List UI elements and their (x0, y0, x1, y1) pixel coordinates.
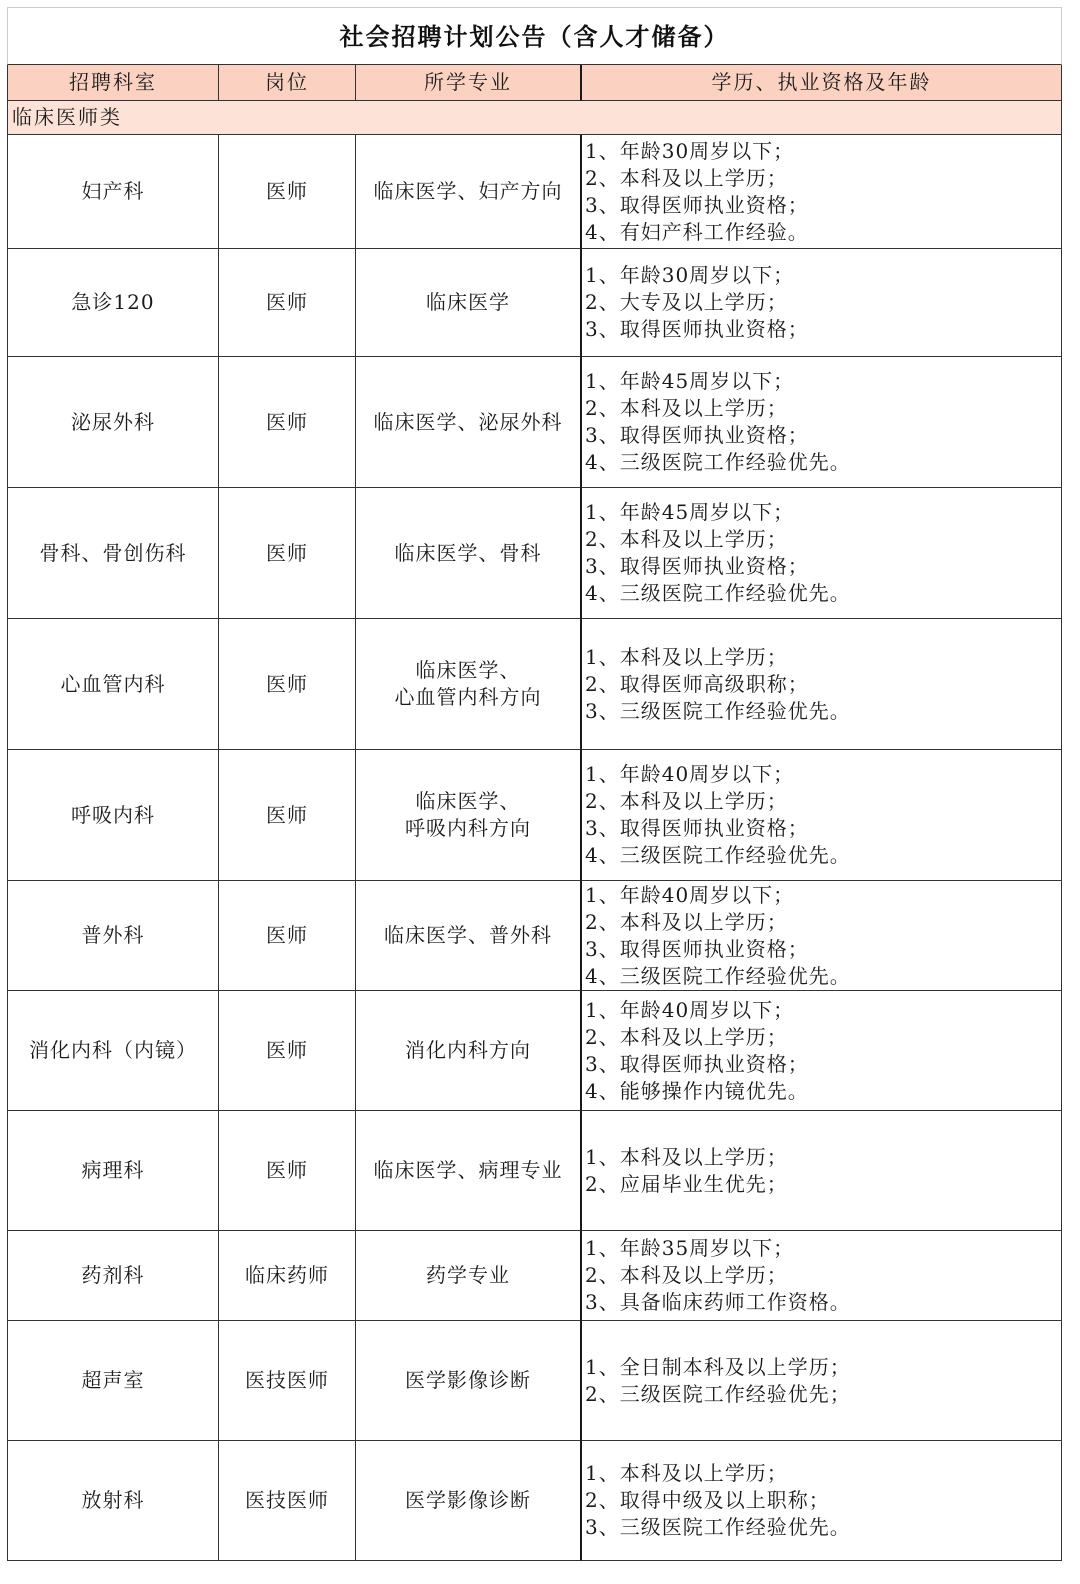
requirement-line: 2、大专及以上学历； (585, 290, 788, 314)
header-major (356, 65, 582, 101)
position-label: 医师 (266, 409, 308, 434)
header-dept-label: 招聘科室 (69, 70, 157, 94)
requirement-line: 2、本科及以上学历； (585, 527, 788, 551)
dept-label: 超声室 (81, 1368, 145, 1392)
page-title-text: 社会招聘计划公告（含人才储备） (339, 21, 730, 51)
dept-cell (7, 135, 219, 249)
dept-cell (7, 1231, 219, 1321)
requirement-line: 2、三级医院工作经验优先； (585, 1381, 851, 1406)
position-cell (219, 1231, 356, 1321)
requirements-cell (582, 881, 1062, 991)
position-label: 医师 (266, 290, 308, 314)
position-cell (219, 357, 356, 488)
major-cell (356, 619, 582, 750)
dept-label: 普外科 (81, 923, 145, 947)
requirement-line: 4、有妇产科工作经验。 (585, 219, 809, 244)
major-line: 临床医学、普外科 (384, 923, 552, 947)
requirement-line: 2、本科及以上学历； (585, 909, 788, 934)
dept-cell (7, 1441, 219, 1561)
requirement-line: 1、本科及以上学历； (585, 644, 788, 669)
requirement-line: 3、取得医师执业资格； (585, 554, 809, 578)
major-line: 临床医学 (426, 290, 510, 314)
requirement-line: 1、年龄40周岁以下； (585, 882, 795, 907)
major-line: 临床医学、泌尿外科 (373, 409, 563, 434)
requirement-line: 4、三级医院工作经验优先。 (585, 843, 851, 867)
major-line: 药学专业 (426, 1263, 510, 1287)
dept-cell (7, 488, 219, 619)
header-position (219, 65, 356, 101)
requirement-line: 3、取得医师执业资格； (585, 317, 809, 341)
header-requirements-label: 学历、执业资格及年龄 (711, 70, 932, 94)
major-line: 临床医学、 (415, 658, 521, 682)
requirements-cell (582, 1231, 1062, 1321)
major-line: 临床医学、病理专业 (373, 1158, 563, 1182)
requirements-cell (582, 619, 1062, 750)
header-dept (7, 65, 219, 101)
requirements-cell (582, 488, 1062, 619)
requirement-line: 3、取得医师执业资格； (585, 192, 809, 217)
major-line: 呼吸内科方向 (405, 816, 531, 840)
requirement-line: 4、三级医院工作经验优先。 (585, 450, 851, 474)
position-cell (219, 619, 356, 750)
dept-cell (7, 750, 219, 881)
dept-label: 放射科 (81, 1488, 145, 1512)
dept-cell (7, 249, 219, 357)
requirement-line: 3、取得医师执业资格； (585, 423, 809, 447)
major-cell (356, 249, 582, 357)
recruitment-table (7, 7, 1062, 1561)
requirement-line: 2、本科及以上学历； (585, 1024, 788, 1049)
page-title (7, 7, 1062, 65)
requirement-line: 1、年龄35周岁以下； (585, 1236, 795, 1260)
position-label: 医技医师 (245, 1488, 329, 1512)
requirements-cell (582, 750, 1062, 881)
requirement-line: 1、年龄45周岁以下； (585, 369, 795, 393)
major-line: 医学影像诊断 (405, 1368, 531, 1392)
major-cell (356, 881, 582, 991)
dept-cell (7, 881, 219, 991)
position-cell (219, 1441, 356, 1561)
major-line: 医学影像诊断 (405, 1488, 531, 1512)
requirement-line: 1、年龄30周岁以下； (585, 138, 795, 163)
requirement-line: 2、取得中级及以上职称； (585, 1488, 830, 1512)
section-row (7, 101, 1062, 135)
major-cell (356, 1231, 582, 1321)
requirement-line: 3、取得医师执业资格； (585, 816, 809, 840)
dept-label: 药剂科 (81, 1263, 145, 1287)
position-label: 医师 (266, 179, 308, 203)
requirement-line: 4、三级医院工作经验优先。 (585, 963, 851, 988)
major-cell (356, 1111, 582, 1231)
requirement-line: 1、本科及以上学历； (585, 1144, 788, 1169)
dept-cell (7, 991, 219, 1111)
requirement-line: 2、本科及以上学历； (585, 396, 788, 420)
requirement-line: 2、本科及以上学历； (585, 789, 788, 813)
dept-cell (7, 1111, 219, 1231)
position-cell (219, 881, 356, 991)
requirement-line: 1、年龄30周岁以下； (585, 263, 795, 287)
dept-label: 心血管内科 (60, 671, 166, 696)
dept-label: 消化内科（内镜） (29, 1038, 197, 1062)
header-requirements (582, 65, 1062, 101)
requirement-line: 4、能够操作内镜优先。 (585, 1078, 809, 1103)
header-position-label: 岗位 (265, 70, 309, 94)
requirements-cell (582, 249, 1062, 357)
position-cell (219, 750, 356, 881)
major-cell (356, 135, 582, 249)
dept-cell (7, 619, 219, 750)
requirement-line: 1、年龄40周岁以下； (585, 997, 795, 1022)
dept-cell (7, 357, 219, 488)
requirement-line: 4、三级医院工作经验优先。 (585, 581, 851, 605)
requirement-line: 1、全日制本科及以上学历； (585, 1354, 851, 1379)
dept-label: 呼吸内科 (71, 802, 155, 827)
major-cell (356, 750, 582, 881)
major-line: 临床医学、 (415, 789, 521, 813)
major-cell (356, 488, 582, 619)
position-label: 医师 (266, 1158, 308, 1182)
requirement-line: 3、三级医院工作经验优先。 (585, 698, 851, 723)
requirement-line: 2、本科及以上学历； (585, 1263, 788, 1287)
major-line: 临床医学、妇产方向 (373, 179, 563, 203)
major-cell (356, 357, 582, 488)
major-line: 心血管内科方向 (394, 685, 542, 709)
requirement-line: 3、取得医师执业资格； (585, 1051, 809, 1076)
requirement-line: 1、年龄40周岁以下； (585, 762, 795, 786)
requirements-cell (582, 1321, 1062, 1441)
position-cell (219, 488, 356, 619)
requirement-line: 3、三级医院工作经验优先。 (585, 1515, 851, 1539)
position-label: 医技医师 (245, 1368, 329, 1392)
major-line: 消化内科方向 (405, 1038, 531, 1062)
requirement-line: 3、具备临床药师工作资格。 (585, 1290, 851, 1314)
dept-label: 泌尿外科 (71, 409, 155, 434)
section-label: 临床医师类 (12, 105, 122, 129)
position-label: 医师 (266, 802, 308, 827)
position-label: 医师 (266, 671, 308, 696)
requirements-cell (582, 357, 1062, 488)
position-label: 医师 (266, 923, 308, 947)
requirements-cell (582, 1111, 1062, 1231)
requirement-line: 2、本科及以上学历； (585, 165, 788, 190)
requirement-line: 2、取得医师高级职称； (585, 671, 809, 696)
major-cell (356, 991, 582, 1111)
position-label: 医师 (266, 540, 308, 565)
requirement-line: 2、应届毕业生优先； (585, 1171, 788, 1196)
position-cell (219, 1111, 356, 1231)
dept-cell (7, 1321, 219, 1441)
position-cell (219, 1321, 356, 1441)
position-cell (219, 991, 356, 1111)
major-cell (356, 1321, 582, 1441)
requirements-cell (582, 135, 1062, 249)
dept-label: 病理科 (81, 1158, 145, 1182)
position-cell (219, 249, 356, 357)
position-label: 医师 (266, 1038, 308, 1062)
dept-label: 急诊120 (71, 290, 155, 314)
requirement-line: 1、本科及以上学历； (585, 1461, 788, 1485)
dept-label: 骨科、骨创伤科 (39, 540, 187, 565)
position-cell (219, 135, 356, 249)
header-major-label: 所学专业 (424, 70, 512, 94)
requirement-line: 1、年龄45周岁以下； (585, 500, 795, 524)
dept-label: 妇产科 (81, 179, 145, 203)
requirements-cell (582, 1441, 1062, 1561)
requirements-cell (582, 991, 1062, 1111)
major-cell (356, 1441, 582, 1561)
major-line: 临床医学、骨科 (394, 540, 542, 565)
requirement-line: 3、取得医师执业资格； (585, 936, 809, 961)
position-label: 临床药师 (245, 1263, 329, 1287)
